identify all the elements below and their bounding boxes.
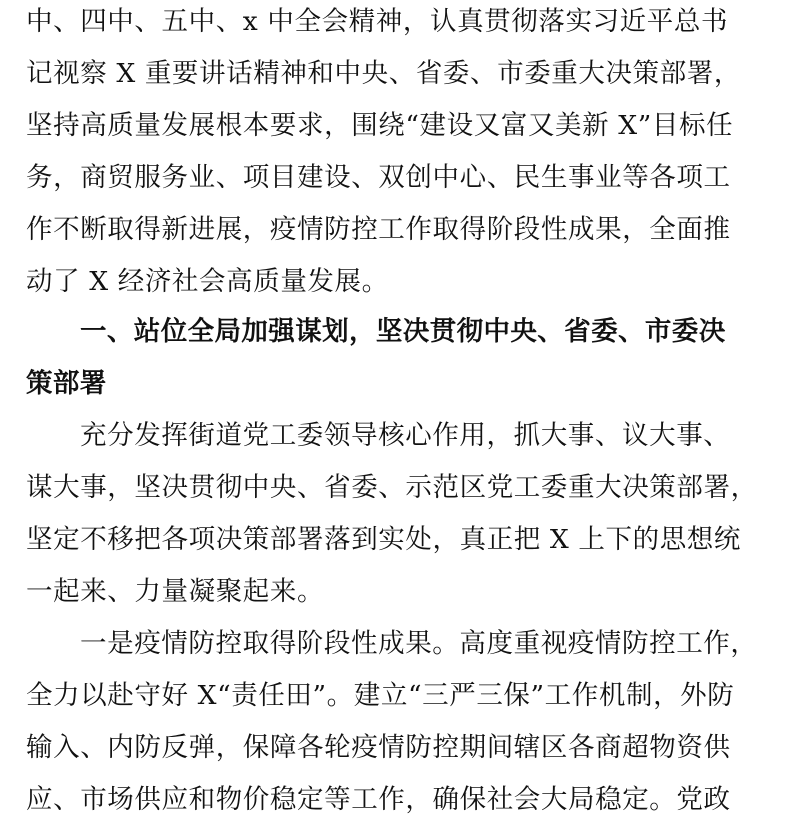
heading-line: 一、站位全局加强谋划，坚决贯彻中央、省委、市委决: [80, 316, 726, 347]
text-line: 坚持高质量发展根本要求，围绕“建设又富又美新 X”目标任: [26, 110, 734, 141]
text-line: 充分发挥街道党工委领导核心作用，抓大事、议大事、: [80, 420, 731, 451]
text-line: 谋大事，坚决贯彻中央、省委、示范区党工委重大决策部署，: [26, 472, 758, 503]
text-line: 应、市场供应和物价稳定等工作，确保社会大局稳定。党政: [26, 784, 731, 815]
text-line: 动了 X 经济社会高质量发展。: [26, 266, 389, 297]
text-line: 中、四中、五中、x 中全会精神，认真贯彻落实习近平总书: [26, 6, 729, 37]
text-line: 坚定不移把各项决策部署落到实处，真正把 X 上下的思想统: [26, 524, 742, 555]
text-line: 作不断取得新进展，疫情防控工作取得阶段性成果，全面推: [26, 214, 731, 245]
text-line: 记视察 X 重要讲话精神和中央、省委、市委重大决策部署，: [26, 58, 742, 89]
text-line: 输入、内防反弹，保障各轮疫情防控期间辖区各商超物资供: [26, 732, 731, 763]
text-line: 全力以赴守好 X“责任田”。建立“三严三保”工作机制，外防: [26, 680, 735, 711]
heading-line: 策部署: [26, 368, 107, 399]
text-line: 务，商贸服务业、项目建设、双创中心、民生事业等各项工: [26, 162, 731, 193]
text-line: 一是疫情防控取得阶段性成果。高度重视疫情防控工作，: [80, 628, 758, 659]
text-line: 一起来、力量凝聚起来。: [26, 576, 325, 607]
